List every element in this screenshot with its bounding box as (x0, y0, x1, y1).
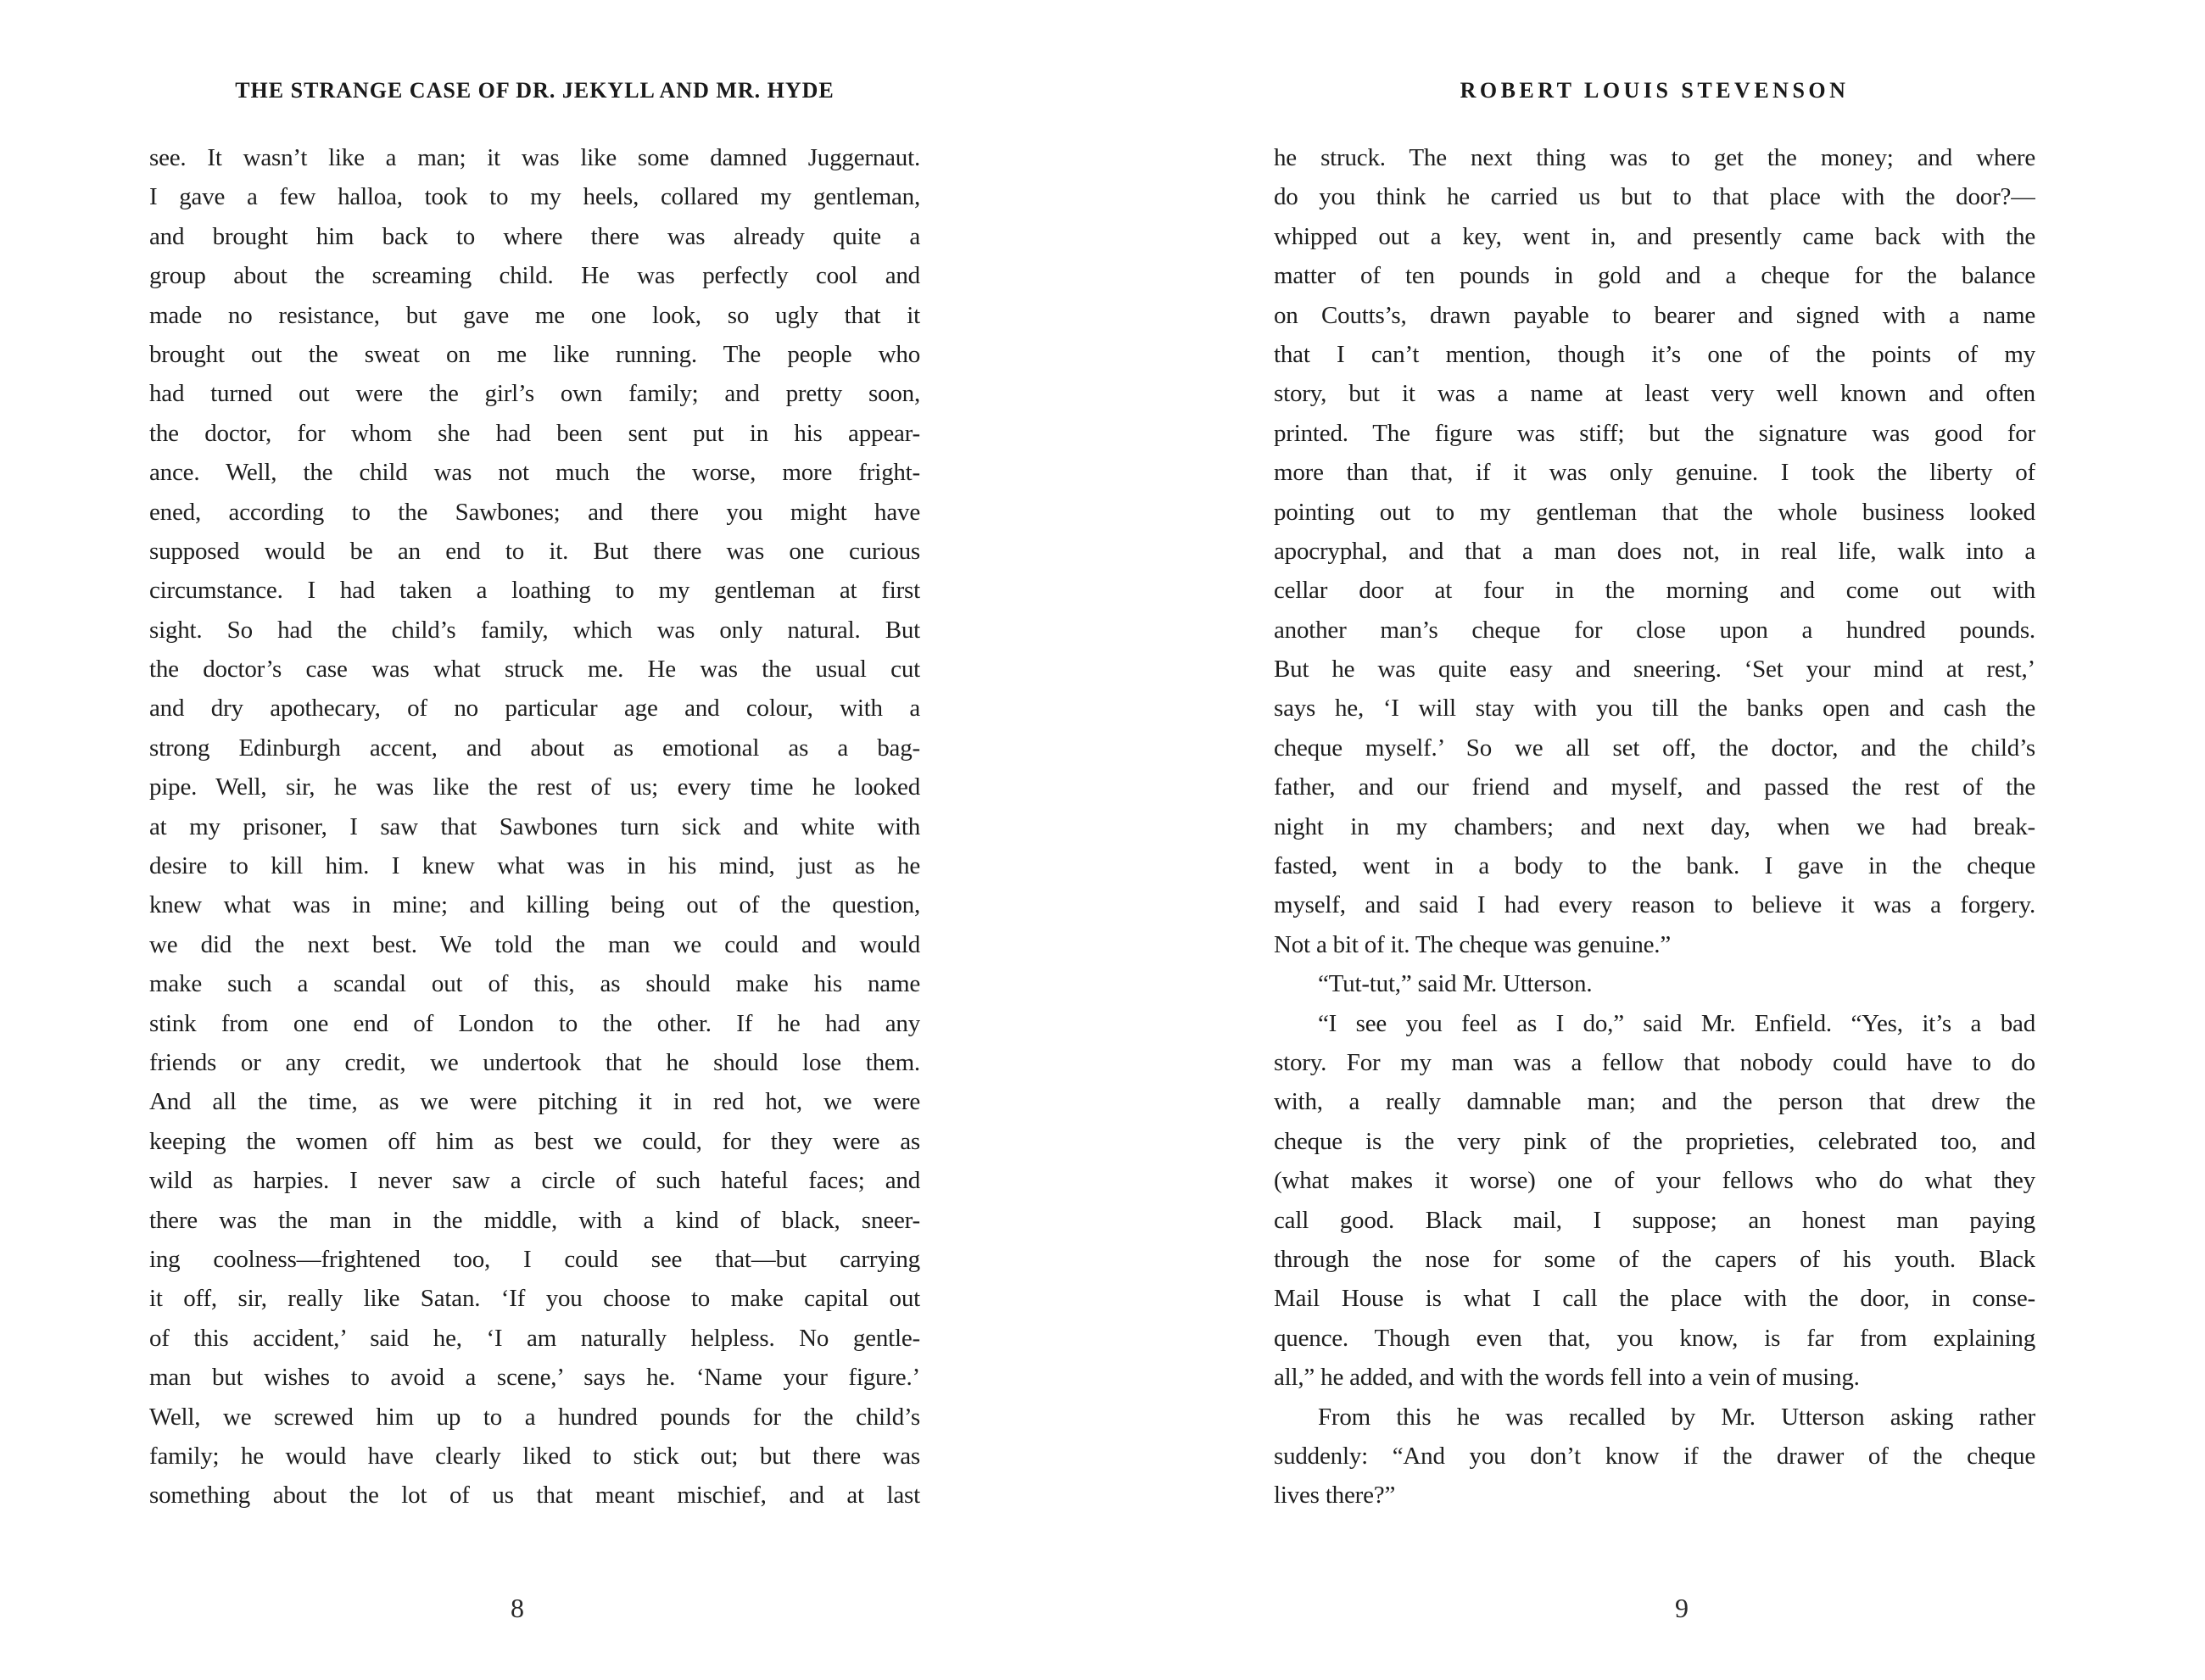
text-line: wild as harpies. I never saw a circle of such hateful faces; and (149, 1167, 920, 1195)
text-line: all,” he added, and with the words fell into a vein of musing. (1274, 1364, 1860, 1392)
text-line: lives there?” (1274, 1482, 1396, 1510)
text-line: with, a really damnable man; and the person that drew the (1274, 1088, 2035, 1116)
running-header-left: THE STRANGE CASE OF DR. JEKYLL AND MR. HYDE (235, 78, 835, 103)
text-line: that I can’t mention, though it’s one of the points of my (1274, 340, 2035, 368)
text-line: whipped out a key, went in, and presently came back with the (1274, 222, 2035, 250)
page-right (1102, 0, 2205, 1680)
text-line: “I see you feel as I do,” said Mr. Enfield. “Yes, it’s a bad (1318, 1009, 2035, 1037)
text-line: call good. Black mail, I suppose; an honest man paying (1274, 1206, 2035, 1234)
text-line: we did the next best. We told the man we could and would (149, 930, 920, 958)
text-column-left (149, 138, 920, 1515)
text-line: pipe. Well, sir, he was like the rest of us; every time he looked (149, 773, 920, 801)
text-line: myself, and said I had every reason to believe it was a forgery. (1274, 891, 2035, 919)
text-line: the doctor, for whom she had been sent put in his appear- (149, 419, 920, 447)
text-line: keeping the women off him as best we could, for they were as (149, 1127, 920, 1155)
text-column-right (1274, 138, 2035, 1515)
text-line: he struck. The next thing was to get the money; and where (1274, 144, 2035, 171)
text-line: knew what was in mine; and killing being out of the question, (149, 891, 920, 919)
text-line: family; he would have clearly liked to stick out; but there was (149, 1442, 920, 1470)
text-line: it off, sir, really like Satan. ‘If you choose to make capital out (149, 1285, 920, 1313)
text-line: stink from one end of London to the other. If he had any (149, 1009, 920, 1037)
text-line: something about the lot of us that meant mischief, and at last (149, 1482, 920, 1510)
text-line: supposed would be an end to it. But there was one curious (149, 537, 920, 565)
text-line: brought out the sweat on me like running. The people who (149, 340, 920, 368)
text-line: through the nose for some of the capers of his youth. Black (1274, 1245, 2035, 1273)
text-line: “Tut-tut,” said Mr. Utterson. (1318, 970, 1593, 998)
text-line: says he, ‘I will stay with you till the banks open and cash the (1274, 695, 2035, 723)
text-line: story, but it was a name at least very well known and often (1274, 380, 2035, 408)
text-line: ance. Well, the child was not much the worse, more fright- (149, 459, 920, 487)
text-line: cheque myself.’ So we all set off, the doctor, and the child’s (1274, 734, 2035, 762)
text-line: father, and our friend and myself, and passed the rest of the (1274, 773, 2035, 801)
text-line: I gave a few halloa, took to my heels, collared my gentleman, (149, 183, 920, 211)
text-line: night in my chambers; and next day, when we had break- (1274, 812, 2035, 840)
text-line: printed. The figure was stiff; but the signature was good for (1274, 419, 2035, 447)
text-line: suddenly: “And you don’t know if the drawer of the cheque (1274, 1442, 2035, 1470)
text-line: make such a scandal out of this, as should make his name (149, 970, 920, 998)
text-line: matter of ten pounds in gold and a cheque for the balance (1274, 262, 2035, 290)
page-number-right: 9 (1675, 1593, 1689, 1623)
text-line: sight. So had the child’s family, which was only natural. But (149, 616, 920, 644)
text-line: pointing out to my gentleman that the whole business looked (1274, 498, 2035, 526)
text-line: see. It wasn’t like a man; it was like some damned Juggernaut. (149, 144, 920, 171)
text-line: more than that, if it was only genuine. I took the liberty of (1274, 459, 2035, 487)
running-header-right: ROBERT LOUIS STEVENSON (1460, 78, 1850, 103)
text-line: story. For my man was a fellow that nobody could have to do (1274, 1048, 2035, 1076)
text-line: ing coolness—frightened too, I could see that—but carrying (149, 1245, 920, 1273)
text-line: the doctor’s case was what struck me. He was the usual cut (149, 656, 920, 684)
text-line: group about the screaming child. He was perfectly cool and (149, 262, 920, 290)
text-line: ened, according to the Sawbones; and there you might have (149, 498, 920, 526)
text-line: circumstance. I had taken a loathing to my gentleman at first (149, 577, 920, 605)
text-line: there was the man in the middle, with a kind of black, sneer- (149, 1206, 920, 1234)
text-line: and brought him back to where there was already quite a (149, 222, 920, 250)
text-line: quence. Though even that, you know, is far from explaining (1274, 1324, 2035, 1352)
text-line: cellar door at four in the morning and come out with (1274, 577, 2035, 605)
text-line: Mail House is what I call the place with the door, in conse- (1274, 1285, 2035, 1313)
text-line: another man’s cheque for close upon a hundred pounds. (1274, 616, 2035, 644)
text-line: (what makes it worse) one of your fellows who do what they (1274, 1167, 2035, 1195)
text-line: apocryphal, and that a man does not, in real life, walk into a (1274, 537, 2035, 565)
text-line: of this accident,’ said he, ‘I am naturally helpless. No gentle- (149, 1324, 920, 1352)
text-line: friends or any credit, we undertook that he should lose them. (149, 1048, 920, 1076)
text-line: do you think he carried us but to that place with the door?— (1274, 183, 2035, 211)
text-line: made no resistance, but gave me one look, so ugly that it (149, 301, 920, 329)
text-line: Well, we screwed him up to a hundred pounds for the child’s (149, 1403, 920, 1431)
text-line: And all the time, as we were pitching it in red hot, we were (149, 1088, 920, 1116)
text-line: desire to kill him. I knew what was in his mind, just as he (149, 852, 920, 880)
text-line: at my prisoner, I saw that Sawbones turn sick and white with (149, 812, 920, 840)
page-left (0, 0, 1102, 1680)
text-line: strong Edinburgh accent, and about as emotional as a bag- (149, 734, 920, 762)
text-line: fasted, went in a body to the bank. I gave in the cheque (1274, 852, 2035, 880)
text-line: and dry apothecary, of no particular age and colour, with a (149, 695, 920, 723)
text-line: had turned out were the girl’s own family; and pretty soon, (149, 380, 920, 408)
page-number-left: 8 (511, 1593, 524, 1623)
text-line: on Coutts’s, drawn payable to bearer and signed with a name (1274, 301, 2035, 329)
text-line: From this he was recalled by Mr. Utterson asking rather (1318, 1403, 2035, 1431)
text-line: cheque is the very pink of the proprieties, celebrated too, and (1274, 1127, 2035, 1155)
text-line: Not a bit of it. The cheque was genuine.” (1274, 930, 1672, 958)
text-line: man but wishes to avoid a scene,’ says he. ‘Name your figure.’ (149, 1364, 920, 1392)
text-line: But he was quite easy and sneering. ‘Set your mind at rest,’ (1274, 656, 2035, 684)
